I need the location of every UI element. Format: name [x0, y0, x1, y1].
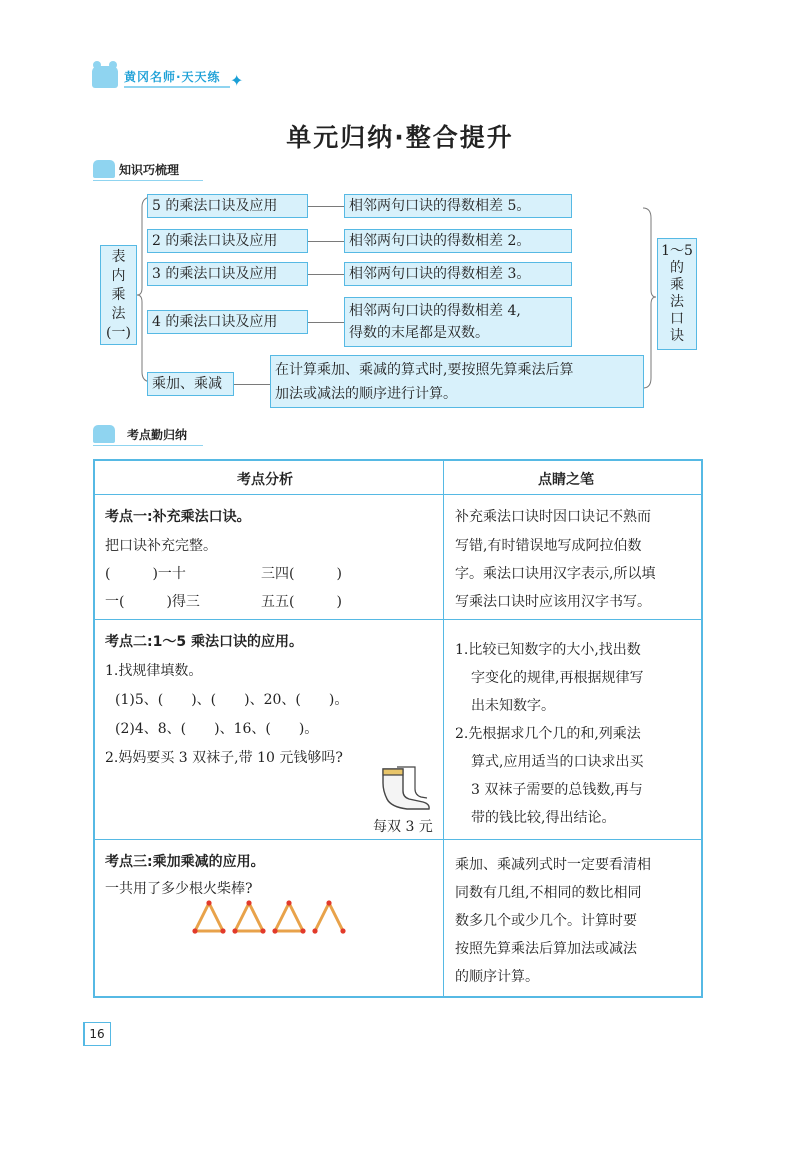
section-underline: [93, 445, 203, 446]
tip-line: 3 双袜子需要的总钱数,再与: [471, 782, 643, 798]
keypoint-title: 考点一:补充乘法口诀。: [105, 509, 251, 525]
table-row-border: [95, 494, 701, 495]
keypoint-line: 三四( ): [261, 566, 342, 582]
tip-line: 写错,有时错误地写成阿拉伯数: [455, 538, 642, 554]
root-char: 内: [111, 267, 126, 284]
connector: [308, 241, 344, 242]
keypoint-line: 2.妈妈要买 3 双袜子,带 10 元钱够吗?: [105, 750, 343, 766]
root-char: 乘: [111, 286, 126, 303]
page-number-accent: [83, 1022, 85, 1046]
connector: [308, 274, 344, 275]
keypoint-line: (2)4、8、( )、16、( )。: [115, 721, 319, 737]
keypoint-line: 一共用了多少根火柴棒?: [105, 881, 253, 897]
connector: [234, 384, 270, 385]
tip-line: 算式,应用适当的口诀求出买: [471, 754, 644, 770]
keypoint-line: 1.找规律填数。: [105, 663, 203, 679]
tip-line: 带的钱比较,得出结论。: [471, 810, 616, 826]
rule-box-4: [344, 297, 572, 347]
topic-box-2: 2 的乘法口诀及应用: [147, 229, 308, 253]
rule-line: 加法或减法的顺序进行计算。: [275, 385, 457, 402]
rule-line: 在计算乘加、乘减的算式时,要按照先算乘法后算: [275, 361, 574, 378]
rule-box-5: 相邻两句口诀的得数相差 5。: [344, 194, 572, 218]
connector: [308, 206, 344, 207]
matchstick-triangles: [191, 899, 351, 935]
keypoint-table: [93, 459, 703, 998]
sock-icon: [377, 765, 433, 811]
table-row-border: [95, 619, 701, 620]
left-brace: [137, 197, 152, 382]
root-char: (一): [106, 324, 131, 341]
tip-line: 乘加、乘减列式时一定要看清相: [455, 857, 651, 873]
summary-char: 诀: [670, 328, 684, 344]
matchstick-triangle-1: [195, 903, 223, 931]
keypoint-line: 五五( ): [261, 594, 342, 610]
column-header: 考点分析: [237, 472, 293, 488]
brand-name: 黄冈名师·天天练: [124, 70, 221, 84]
rule-box-mixed: [270, 355, 644, 408]
rule-line: 相邻两句口诀的得数相差 4,: [349, 303, 521, 319]
tip-line: 数多几个或少几个。计算时要: [455, 913, 637, 929]
connector: [308, 322, 344, 323]
keypoint-line: 把口诀补充完整。: [105, 538, 217, 554]
matchstick-open-shape: [315, 903, 343, 931]
tip-line: 1.比较已知数字的大小,找出数: [455, 642, 641, 658]
section-label-keypoints: 考点勤归纳: [127, 428, 188, 442]
tip-line: 出未知数字。: [471, 698, 555, 714]
page-number: 16: [83, 1022, 111, 1046]
summary-char: 乘: [670, 277, 684, 293]
tip-line: 同数有几组,不相同的数比相同: [455, 885, 642, 901]
tip-line: 的顺序计算。: [455, 969, 539, 985]
keypoint-title: 考点二:1～5 乘法口诀的应用。: [105, 634, 303, 650]
root-char: 法: [111, 305, 126, 322]
bear-section-icon: [93, 425, 115, 443]
topic-box-5: 5 的乘法口诀及应用: [147, 194, 308, 218]
price-label: 每双 3 元: [373, 819, 433, 835]
topic-box-4: 4 的乘法口诀及应用: [147, 310, 308, 334]
matchstick-triangle-2: [235, 903, 263, 931]
tip-line: 字变化的规律,再根据规律写: [471, 670, 644, 686]
right-brace: [643, 208, 656, 388]
summary-char: 法: [670, 294, 684, 310]
tip-line: 补充乘法口诀时因口诀记不熟而: [455, 509, 651, 525]
matchstick-triangle-3: [275, 903, 303, 931]
table-row-border: [95, 839, 701, 840]
summary-char: 1～5: [661, 243, 693, 259]
page-title: 单元归纳·整合提升: [286, 123, 514, 152]
tip-line: 按照先算乘法后算加法或减法: [455, 941, 637, 957]
column-header: 点睛之笔: [538, 472, 594, 488]
topic-box-3: 3 的乘法口诀及应用: [147, 262, 308, 286]
rule-box-3: 相邻两句口诀的得数相差 3。: [344, 262, 572, 286]
keypoint-title: 考点三:乘加乘减的应用。: [105, 854, 265, 870]
rule-box-2: 相邻两句口诀的得数相差 2。: [344, 229, 572, 253]
keypoint-line: 一( )得三: [105, 594, 200, 610]
table-divider: [443, 461, 444, 996]
section-label-knowledge: 知识巧梳理: [119, 163, 180, 177]
keypoint-line: (1)5、( )、( )、20、( )。: [115, 692, 349, 708]
keypoint-line: ( )一十: [105, 566, 186, 582]
tip-line: 写乘法口诀时应该用汉字书写。: [455, 594, 651, 610]
summary-char: 口: [670, 311, 684, 327]
rule-line: 得数的末尾都是双数。: [349, 325, 489, 341]
summary-char: 的: [670, 260, 684, 276]
root-char: 表: [111, 248, 126, 265]
topic-box-mixed: 乘加、乘减: [147, 372, 234, 396]
summary-box: [657, 238, 697, 350]
tip-line: 字。乘法口诀用汉字表示,所以填: [455, 566, 656, 582]
star-icon: ✦: [230, 71, 244, 90]
tip-line: 2.先根据求几个几的和,列乘法: [455, 726, 641, 742]
